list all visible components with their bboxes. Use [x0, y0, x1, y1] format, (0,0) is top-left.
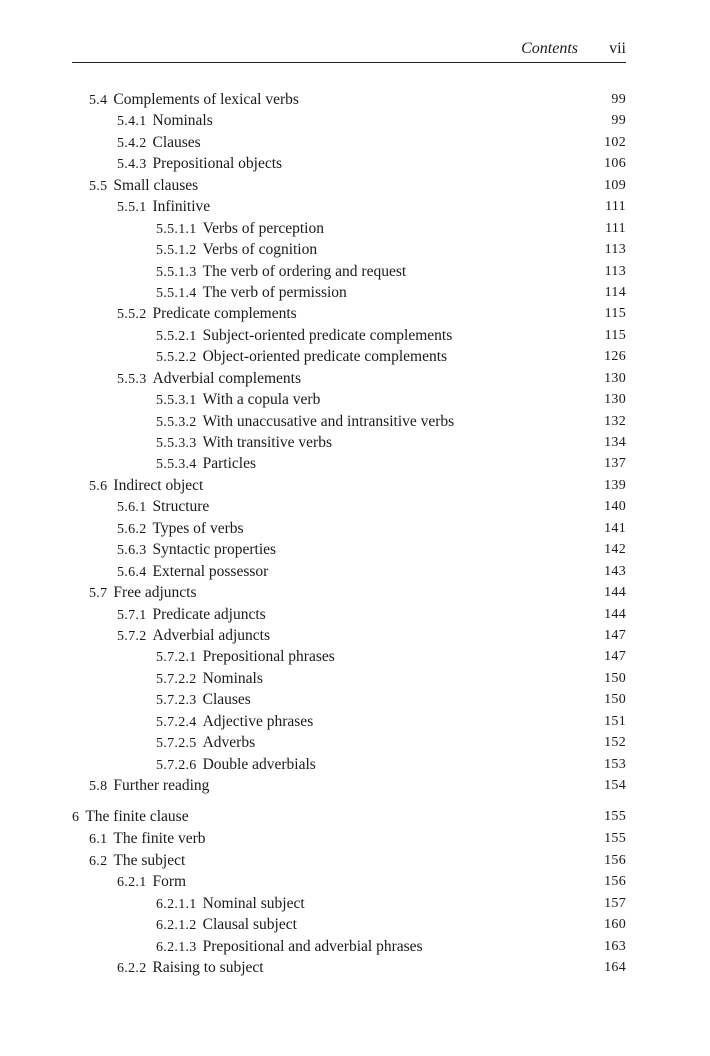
toc-entry-number: 5.7 — [89, 586, 108, 602]
toc-entry — [72, 218, 626, 239]
toc-entry — [72, 711, 626, 732]
toc-entry-title: Complements of lexical verbs — [113, 91, 299, 108]
toc-entry — [72, 668, 626, 689]
toc-entry-title: Form — [152, 873, 187, 891]
toc-entry — [72, 625, 626, 646]
toc-entry-title: Particles — [202, 455, 256, 473]
toc-entry-page: 113 — [604, 263, 626, 279]
toc-entry-page: 115 — [604, 327, 626, 343]
toc-entry-number: 5.8 — [89, 779, 108, 794]
toc-entry-number: 5.5.3.3 — [156, 436, 197, 451]
toc-entry-page: 99 — [611, 92, 626, 107]
toc-entry-page: 134 — [604, 435, 626, 450]
toc-entry-page: 115 — [604, 306, 626, 322]
toc-entry-number: 6.2 — [89, 853, 108, 869]
toc-entry — [72, 132, 626, 153]
toc-entry-title: The verb of permission — [202, 283, 347, 301]
toc-entry-page: 113 — [604, 242, 626, 258]
toc-entry-title: External possessor — [152, 562, 269, 580]
toc-entry-page: 155 — [604, 831, 626, 847]
toc-entry-page: 144 — [604, 585, 626, 601]
toc-entry-title: Syntactic properties — [152, 541, 277, 559]
toc-entry-number: 5.4.1 — [117, 114, 147, 130]
toc-entry — [72, 957, 626, 978]
toc-entry-title: Double adverbials — [202, 755, 316, 773]
toc-entry — [72, 806, 626, 828]
toc-entry-title: Adverbs — [202, 734, 256, 752]
toc-entry-title: Verbs of perception — [202, 219, 324, 237]
toc-entry — [72, 175, 626, 196]
toc-entry-page: 154 — [604, 778, 626, 793]
toc-entry-number: 5.6.3 — [117, 543, 147, 559]
toc-entry — [72, 346, 626, 367]
toc-entry-number: 6.2.2 — [117, 961, 147, 977]
toc-entry-title: Adverbial adjuncts — [152, 626, 271, 644]
toc-entry-page: 111 — [605, 199, 626, 215]
toc-entry-number: 6.1 — [89, 832, 108, 848]
toc-entry-page: 150 — [604, 670, 626, 686]
toc-entry-number: 5.6.4 — [117, 564, 147, 580]
toc-entry — [72, 754, 626, 775]
toc-entry-page: 102 — [604, 134, 626, 150]
toc-entry-page: 143 — [604, 563, 626, 579]
toc-entry-title: Clauses — [152, 133, 201, 151]
toc-entry — [72, 914, 626, 935]
toc-entry-number: 5.5.1.4 — [156, 285, 197, 301]
toc-entry-number: 5.5 — [89, 178, 108, 194]
toc-entry-page: 152 — [604, 735, 626, 751]
toc-entry-number: 5.7.2 — [117, 628, 147, 644]
toc-entry-title: Raising to subject — [152, 959, 264, 977]
toc-entry-title: Nominal subject — [202, 894, 305, 912]
toc-entry — [72, 850, 626, 871]
toc-entry-title: With transitive verbs — [202, 434, 332, 451]
toc-entry — [72, 689, 626, 710]
toc-entry-page: 139 — [604, 477, 626, 493]
toc-entry-page: 132 — [604, 413, 626, 429]
toc-entry — [72, 325, 626, 346]
toc-entry-page: 142 — [604, 542, 626, 558]
toc-entry-title: Infinitive — [152, 198, 211, 216]
toc-entry — [72, 604, 626, 625]
toc-entry-title: Prepositional objects — [152, 155, 283, 173]
toc-entry-number: 5.5.3 — [117, 371, 147, 387]
toc-entry-page: 140 — [604, 499, 626, 515]
toc-entry-page: 156 — [604, 874, 626, 890]
toc-entry — [72, 239, 626, 260]
running-head-title: Contents — [521, 40, 578, 57]
toc-entry-title: Prepositional and adverbial phrases — [202, 937, 423, 955]
toc-entry-number: 5.5.3.1 — [156, 393, 197, 409]
toc-entry-number: 5.4 — [89, 93, 108, 108]
toc-entry-number: 5.5.3.2 — [156, 414, 197, 430]
toc-entry-page: 144 — [604, 606, 626, 622]
toc-entry-number: 5.5.2.1 — [156, 328, 197, 344]
table-of-contents — [72, 89, 626, 979]
toc-entry-number: 5.7.2.2 — [156, 671, 197, 687]
toc-entry-page: 114 — [604, 284, 626, 300]
toc-entry-title: Nominals — [202, 669, 263, 687]
toc-entry-page: 111 — [605, 220, 626, 236]
toc-entry-number: 5.5.1.2 — [156, 243, 197, 259]
toc-entry-page: 109 — [604, 177, 626, 193]
toc-entry-title: Indirect object — [113, 476, 204, 494]
toc-entry-page: 147 — [604, 627, 626, 643]
toc-entry-page: 155 — [604, 809, 626, 825]
toc-entry-number: 6 — [72, 810, 80, 826]
toc-entry — [72, 303, 626, 324]
toc-entry — [72, 646, 626, 667]
toc-entry-number: 5.6.2 — [117, 521, 147, 537]
toc-entry — [72, 828, 626, 849]
toc-entry — [72, 775, 626, 796]
toc-entry-title: The finite verb — [113, 830, 206, 848]
toc-entry-title: Clauses — [202, 691, 251, 709]
toc-entry-page: 150 — [604, 692, 626, 708]
toc-entry-page: 151 — [604, 713, 626, 729]
toc-entry-title: The verb of ordering and request — [202, 262, 407, 280]
toc-entry-page: 141 — [604, 520, 626, 536]
toc-entry — [72, 196, 626, 217]
toc-entry-number: 5.6.1 — [117, 500, 147, 516]
toc-entry-title: Adjective phrases — [202, 712, 314, 730]
toc-entry-page: 137 — [604, 456, 626, 472]
toc-entry — [72, 496, 626, 517]
toc-entry-number: 5.7.2.1 — [156, 650, 197, 666]
toc-entry-page: 130 — [604, 392, 626, 408]
toc-entry — [72, 475, 626, 496]
toc-entry — [72, 368, 626, 389]
toc-entry-title: Structure — [152, 498, 210, 516]
toc-entry-number: 5.5.1.3 — [156, 264, 197, 280]
toc-entry-number: 5.5.2 — [117, 307, 147, 323]
toc-entry-number: 5.5.1 — [117, 200, 147, 216]
toc-entry-title: Prepositional phrases — [202, 648, 335, 666]
toc-entry-title: Predicate adjuncts — [152, 605, 266, 623]
toc-entry-title: Object-oriented predicate complements — [202, 348, 448, 366]
toc-entry — [72, 411, 626, 432]
toc-entry-title: Small clauses — [113, 176, 199, 194]
toc-entry — [72, 453, 626, 474]
toc-entry-number: 5.5.3.4 — [156, 457, 197, 473]
toc-entry-title: Nominals — [152, 112, 213, 130]
toc-entry-number: 5.6 — [89, 478, 108, 494]
toc-entry-title: The subject — [113, 851, 186, 869]
toc-entry-title: Predicate complements — [152, 305, 297, 323]
toc-entry — [72, 871, 626, 892]
toc-entry-number: 5.7.2.6 — [156, 757, 197, 773]
toc-entry — [72, 432, 626, 453]
toc-entry-number: 5.5.2.2 — [156, 350, 197, 366]
toc-entry — [72, 89, 626, 110]
toc-entry-title: Clausal subject — [202, 916, 297, 934]
toc-entry — [72, 110, 626, 131]
running-head — [72, 38, 626, 63]
toc-entry-number: 6.2.1.1 — [156, 896, 197, 912]
toc-entry-number: 6.2.1 — [117, 875, 147, 891]
toc-entry-number: 5.4.3 — [117, 157, 147, 173]
toc-entry — [72, 389, 626, 410]
toc-entry — [72, 732, 626, 753]
toc-entry-title: With a copula verb — [202, 391, 321, 409]
toc-entry-number: 5.7.1 — [117, 607, 147, 623]
toc-entry-page: 130 — [604, 370, 626, 386]
toc-entry-number: 5.7.2.3 — [156, 693, 197, 709]
toc-entry — [72, 539, 626, 560]
toc-entry — [72, 893, 626, 914]
toc-entry — [72, 936, 626, 957]
toc-entry — [72, 561, 626, 582]
toc-entry — [72, 261, 626, 282]
toc-entry-page: 164 — [604, 960, 626, 976]
toc-entry-title: Verbs of cognition — [202, 241, 318, 259]
toc-entry-number: 5.7.2.5 — [156, 736, 197, 752]
toc-entry-title: Adverbial complements — [152, 369, 301, 387]
toc-entry — [72, 518, 626, 539]
toc-entry-page: 147 — [604, 649, 626, 665]
toc-entry-page: 153 — [604, 756, 626, 772]
toc-entry-title: Subject-oriented predicate complements — [202, 326, 453, 344]
toc-entry-page: 126 — [604, 349, 626, 365]
toc-entry-page: 160 — [604, 917, 626, 933]
toc-entry-number: 6.2.1.2 — [156, 918, 197, 934]
toc-entry-number: 5.7.2.4 — [156, 714, 197, 730]
toc-entry — [72, 282, 626, 303]
toc-entry-title: Types of verbs — [152, 519, 244, 537]
toc-entry-page: 99 — [611, 113, 626, 129]
toc-entry-title: With unaccusative and intransitive verbs — [202, 412, 455, 430]
toc-entry-title: The finite clause — [85, 808, 189, 826]
toc-entry-number: 5.5.1.1 — [156, 221, 197, 237]
toc-entry-number: 6.2.1.3 — [156, 939, 197, 955]
toc-entry — [72, 582, 626, 603]
toc-entry — [72, 153, 626, 174]
toc-entry-title: Further reading — [113, 777, 210, 794]
toc-entry-page: 163 — [604, 938, 626, 954]
running-head-page-number: vii — [609, 40, 626, 57]
toc-entry-page: 157 — [604, 895, 626, 911]
toc-entry-number: 5.4.2 — [117, 135, 147, 151]
toc-entry-title: Free adjuncts — [113, 584, 197, 602]
toc-entry-page: 156 — [604, 852, 626, 868]
toc-entry-page: 106 — [604, 156, 626, 172]
